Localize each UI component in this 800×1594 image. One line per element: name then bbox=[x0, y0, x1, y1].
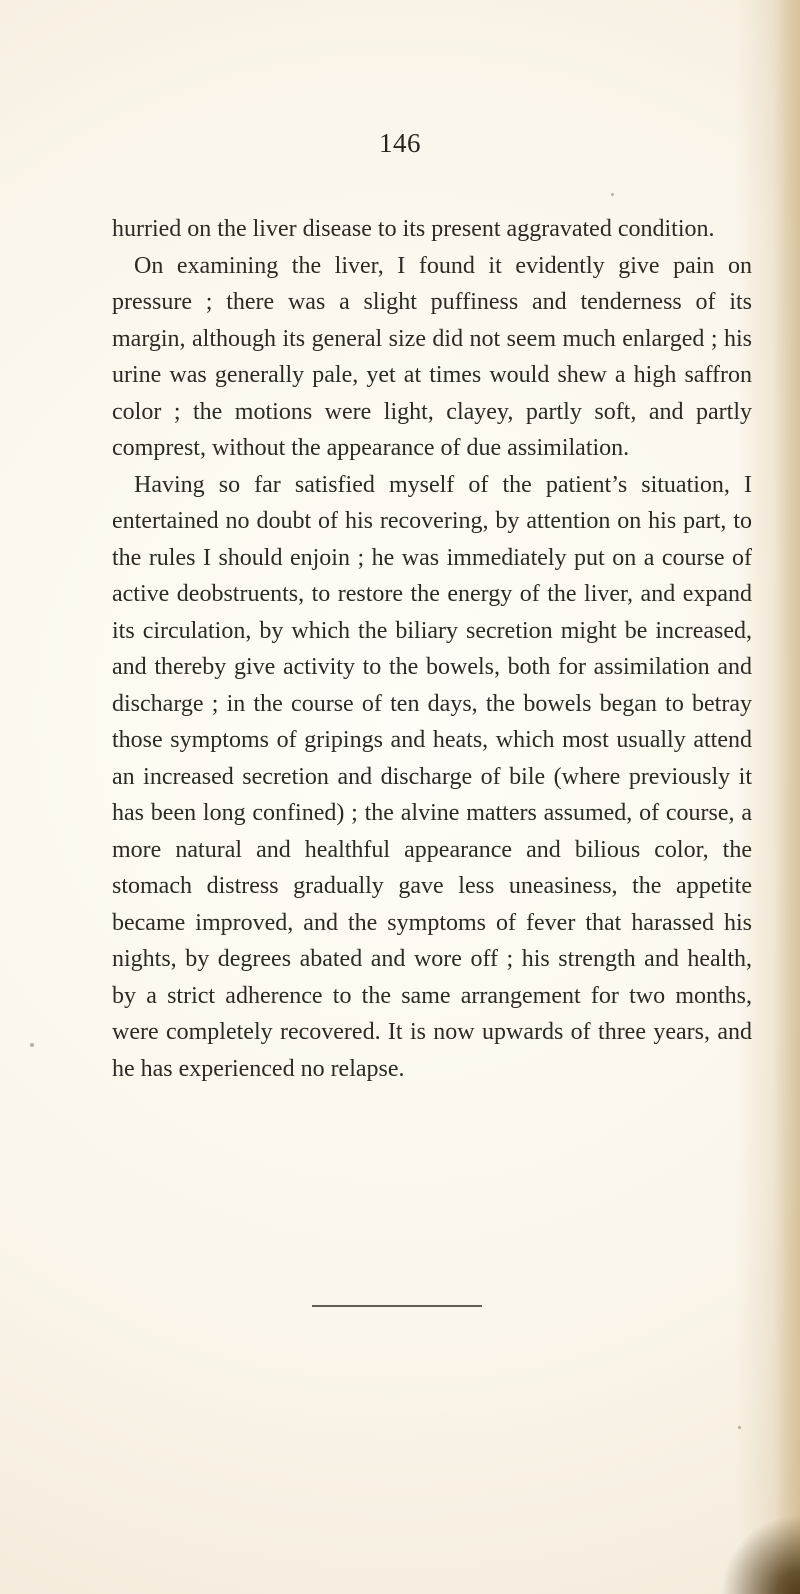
page-edge-shadow bbox=[772, 0, 800, 1594]
section-end-rule bbox=[312, 1305, 482, 1307]
paragraph-liver-examination: On examining the liver, I found it evidently give pain on pressure ; there was a slight puffiness and tenderness of its margin, although its general size did not seem much enlarged ; his urine was generally pale, yet at times would shew a high saffron color ; the motions were light, clayey, partly soft, and partly comprest, without the appearance of due assimilation. bbox=[112, 252, 752, 461]
paper-spot bbox=[738, 1426, 741, 1429]
paper-spot bbox=[611, 193, 614, 196]
paragraph-treatment-recovery: Having so far satisfied myself of the patient’s situation, I entertained no doubt of his recovering, by attention on his part, to the rules I should enjoin ; he was immediately put on a course of active deobstruents, to restore the energy of the liver, and expand its circulation, by which the biliary secretion might be increased, and thereby give activity to the bowels, both for assimilation and discharge ; in the course of ten days, the bowels began to betray those symptoms of gripings and heats, which most usually attend an increased secretion and discharge of bile (where previously it has been long confined) ; the alvine matters assumed, of course, a more natural and healthful appearance and bilious color, the stomach distress gradually gave less uneasiness, the appetite became improved, and the symptoms of fever that harassed his nights, by degrees abated and wore off ; his strength and health, by a strict adherence to the same arrangement for two months, were completely recovered. It is now upwards of three years, and he has experienced no relapse. bbox=[112, 471, 752, 1082]
page-corner-shadow bbox=[710, 1504, 800, 1594]
paragraph-continuation: hurried on the liver disease to its present aggravated condition. bbox=[112, 216, 715, 242]
body-text bbox=[112, 211, 752, 1087]
page-number: 146 bbox=[379, 128, 421, 158]
paper-spot bbox=[30, 1043, 34, 1047]
